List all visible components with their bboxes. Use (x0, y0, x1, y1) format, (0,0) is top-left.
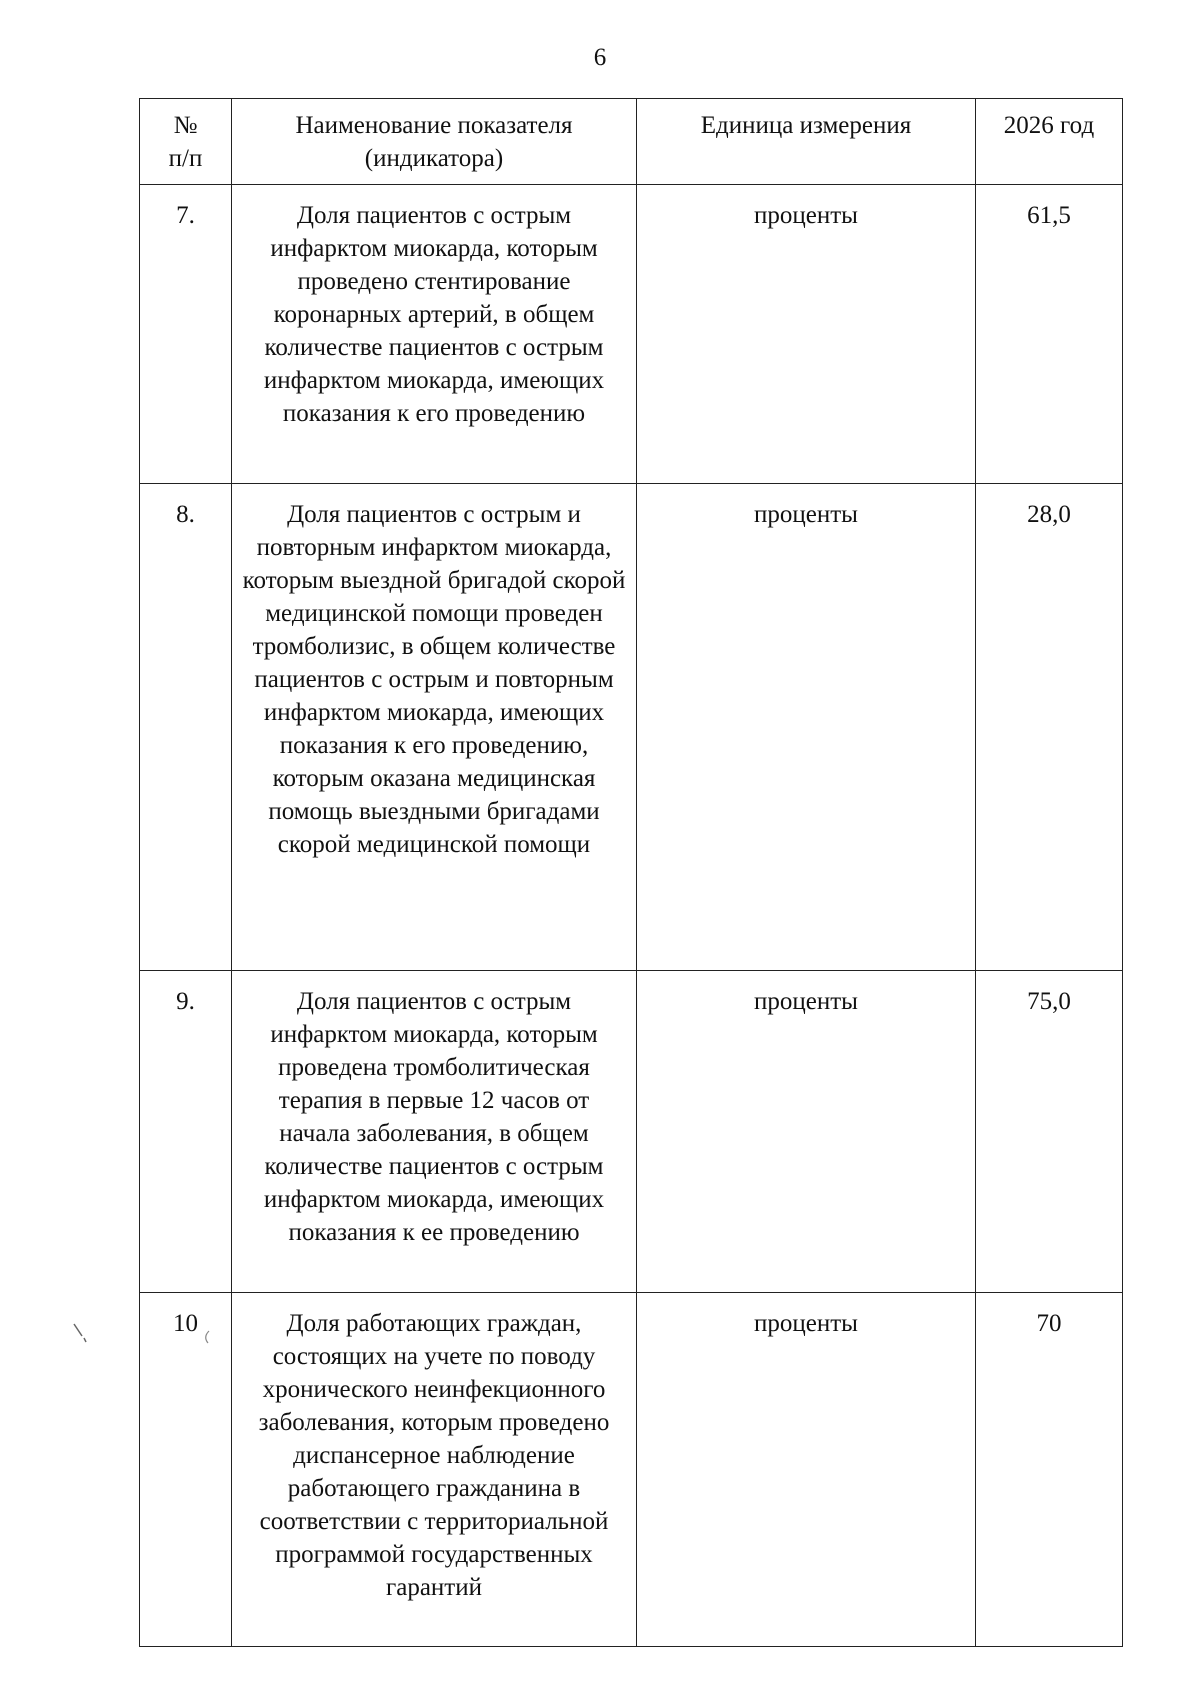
table-row (140, 971, 1123, 1293)
table-row (140, 484, 1123, 971)
indicator-name: Доля пациентов с острым инфарктом миокарда, которым проведена тромболитическая терапия в первые 12 часов от начала заболевания, в общем количестве пациентов с острым инфарктом миокарда, имеющих показания к ее проведению (232, 971, 637, 1293)
unit-cell: проценты (637, 484, 976, 971)
unit-cell: проценты (637, 971, 976, 1293)
header-number: № п/п (140, 99, 232, 185)
row-number: 7. (140, 185, 232, 484)
unit-cell: проценты (637, 1293, 976, 1647)
header-year: 2026 год (976, 99, 1123, 185)
value-cell: 70 (976, 1293, 1123, 1647)
header-row (140, 99, 1123, 185)
page-number: 6 (593, 44, 607, 71)
indicator-name: Доля пациентов с острым и повторным инфарктом миокарда, которым выездной бригадой скорой медицинской помощи проведен тромболизис, в общем количестве пациентов с острым и повторным инфарктом миокарда, имеющих показания к его проведению, которым оказана медицинская помощь выездными бригадами скорой медицинской помощи (232, 484, 637, 971)
row-number: 9. (140, 971, 232, 1293)
value-cell: 61,5 (976, 185, 1123, 484)
scan-speck-mark (70, 1320, 100, 1360)
table-row (140, 185, 1123, 484)
table-body (140, 185, 1123, 1647)
indicators-table (139, 98, 1123, 1647)
header-unit: Единица измерения (637, 99, 976, 185)
header-indicator-name: Наименование показателя (индикатора) (232, 99, 637, 185)
row-number: 8. (140, 484, 232, 971)
scan-speck-mark (200, 1328, 214, 1348)
indicator-name: Доля работающих граждан, состоящих на учете по поводу хронического неинфекционного заболевания, которым проведено диспансерное наблюдение работающего гражданина в соответствии с территориальной программой государственных гарантий (232, 1293, 637, 1647)
row-number: 10 (140, 1293, 232, 1647)
unit-cell: проценты (637, 185, 976, 484)
table-header (140, 99, 1123, 185)
value-cell: 75,0 (976, 971, 1123, 1293)
indicator-name: Доля пациентов с острым инфарктом миокарда, которым проведено стентирование коронарных артерий, в общем количестве пациентов с острым инфарктом миокарда, имеющих показания к его проведению (232, 185, 637, 484)
value-cell: 28,0 (976, 484, 1123, 971)
table-row (140, 1293, 1123, 1647)
